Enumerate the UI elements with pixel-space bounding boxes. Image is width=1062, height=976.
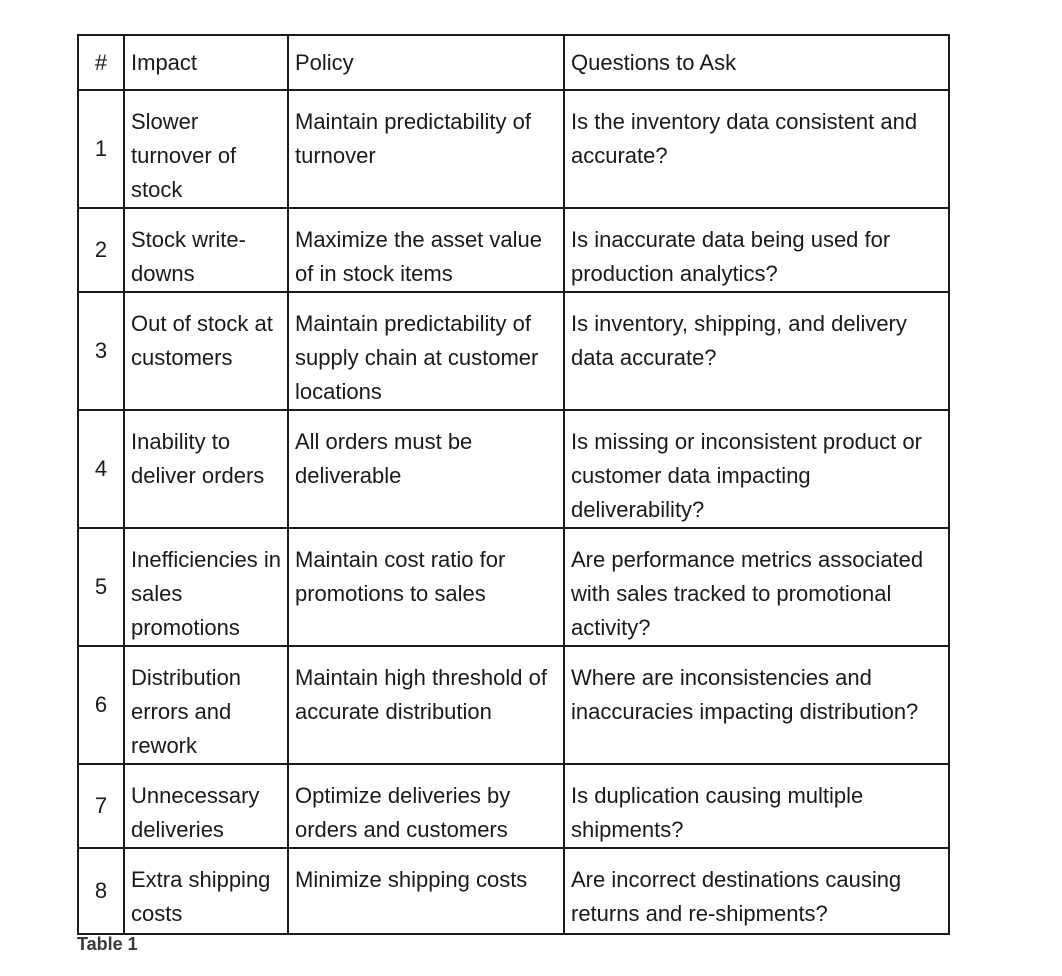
impact-cell: Slower turnover of stock	[124, 90, 288, 208]
header-impact: Impact	[124, 35, 288, 90]
table-row	[78, 410, 949, 528]
questions-cell: Is missing or inconsistent product or customer data impacting deliverability?	[564, 410, 949, 528]
impact-cell: Inability to deliver orders	[124, 410, 288, 528]
row-number: 3	[78, 292, 124, 410]
policy-cell: Maintain high threshold of accurate distribution	[288, 646, 564, 764]
policy-cell: Minimize shipping costs	[288, 848, 564, 934]
row-number: 2	[78, 208, 124, 292]
table-row	[78, 528, 949, 646]
table-caption: Table 1	[77, 934, 138, 954]
table-row	[78, 764, 949, 848]
impact-cell: Distribution errors and rework	[124, 646, 288, 764]
policy-cell: Maintain predictability of supply chain at customer locations	[288, 292, 564, 410]
header-number: #	[78, 35, 124, 90]
table-header-row	[78, 35, 949, 90]
questions-cell: Are performance metrics associated with sales tracked to promotional activity?	[564, 528, 949, 646]
row-number: 5	[78, 528, 124, 646]
impact-cell: Unnecessary deliveries	[124, 764, 288, 848]
table-row	[78, 292, 949, 410]
questions-cell: Where are inconsistencies and inaccuracies impacting distribution?	[564, 646, 949, 764]
row-number: 4	[78, 410, 124, 528]
policy-cell: Maximize the asset value of in stock items	[288, 208, 564, 292]
questions-cell: Is duplication causing multiple shipments?	[564, 764, 949, 848]
policy-cell: Optimize deliveries by orders and customers	[288, 764, 564, 848]
questions-cell: Is the inventory data consistent and accurate?	[564, 90, 949, 208]
row-number: 7	[78, 764, 124, 848]
impact-cell: Extra shipping costs	[124, 848, 288, 934]
questions-cell: Is inaccurate data being used for production analytics?	[564, 208, 949, 292]
impact-cell: Out of stock at customers	[124, 292, 288, 410]
questions-cell: Are incorrect destinations causing returns and re-shipments?	[564, 848, 949, 934]
header-policy: Policy	[288, 35, 564, 90]
impact-cell: Inefficiencies in sales promotions	[124, 528, 288, 646]
row-number: 1	[78, 90, 124, 208]
table-row	[78, 646, 949, 764]
questions-cell: Is inventory, shipping, and delivery data accurate?	[564, 292, 949, 410]
table-row	[78, 90, 949, 208]
table-row	[78, 848, 949, 934]
impact-cell: Stock write-downs	[124, 208, 288, 292]
header-questions: Questions to Ask	[564, 35, 949, 90]
policy-cell: Maintain predictability of turnover	[288, 90, 564, 208]
policy-cell: All orders must be deliverable	[288, 410, 564, 528]
table-row	[78, 208, 949, 292]
row-number: 8	[78, 848, 124, 934]
row-number: 6	[78, 646, 124, 764]
policy-cell: Maintain cost ratio for promotions to sales	[288, 528, 564, 646]
impact-policy-table	[77, 34, 950, 935]
